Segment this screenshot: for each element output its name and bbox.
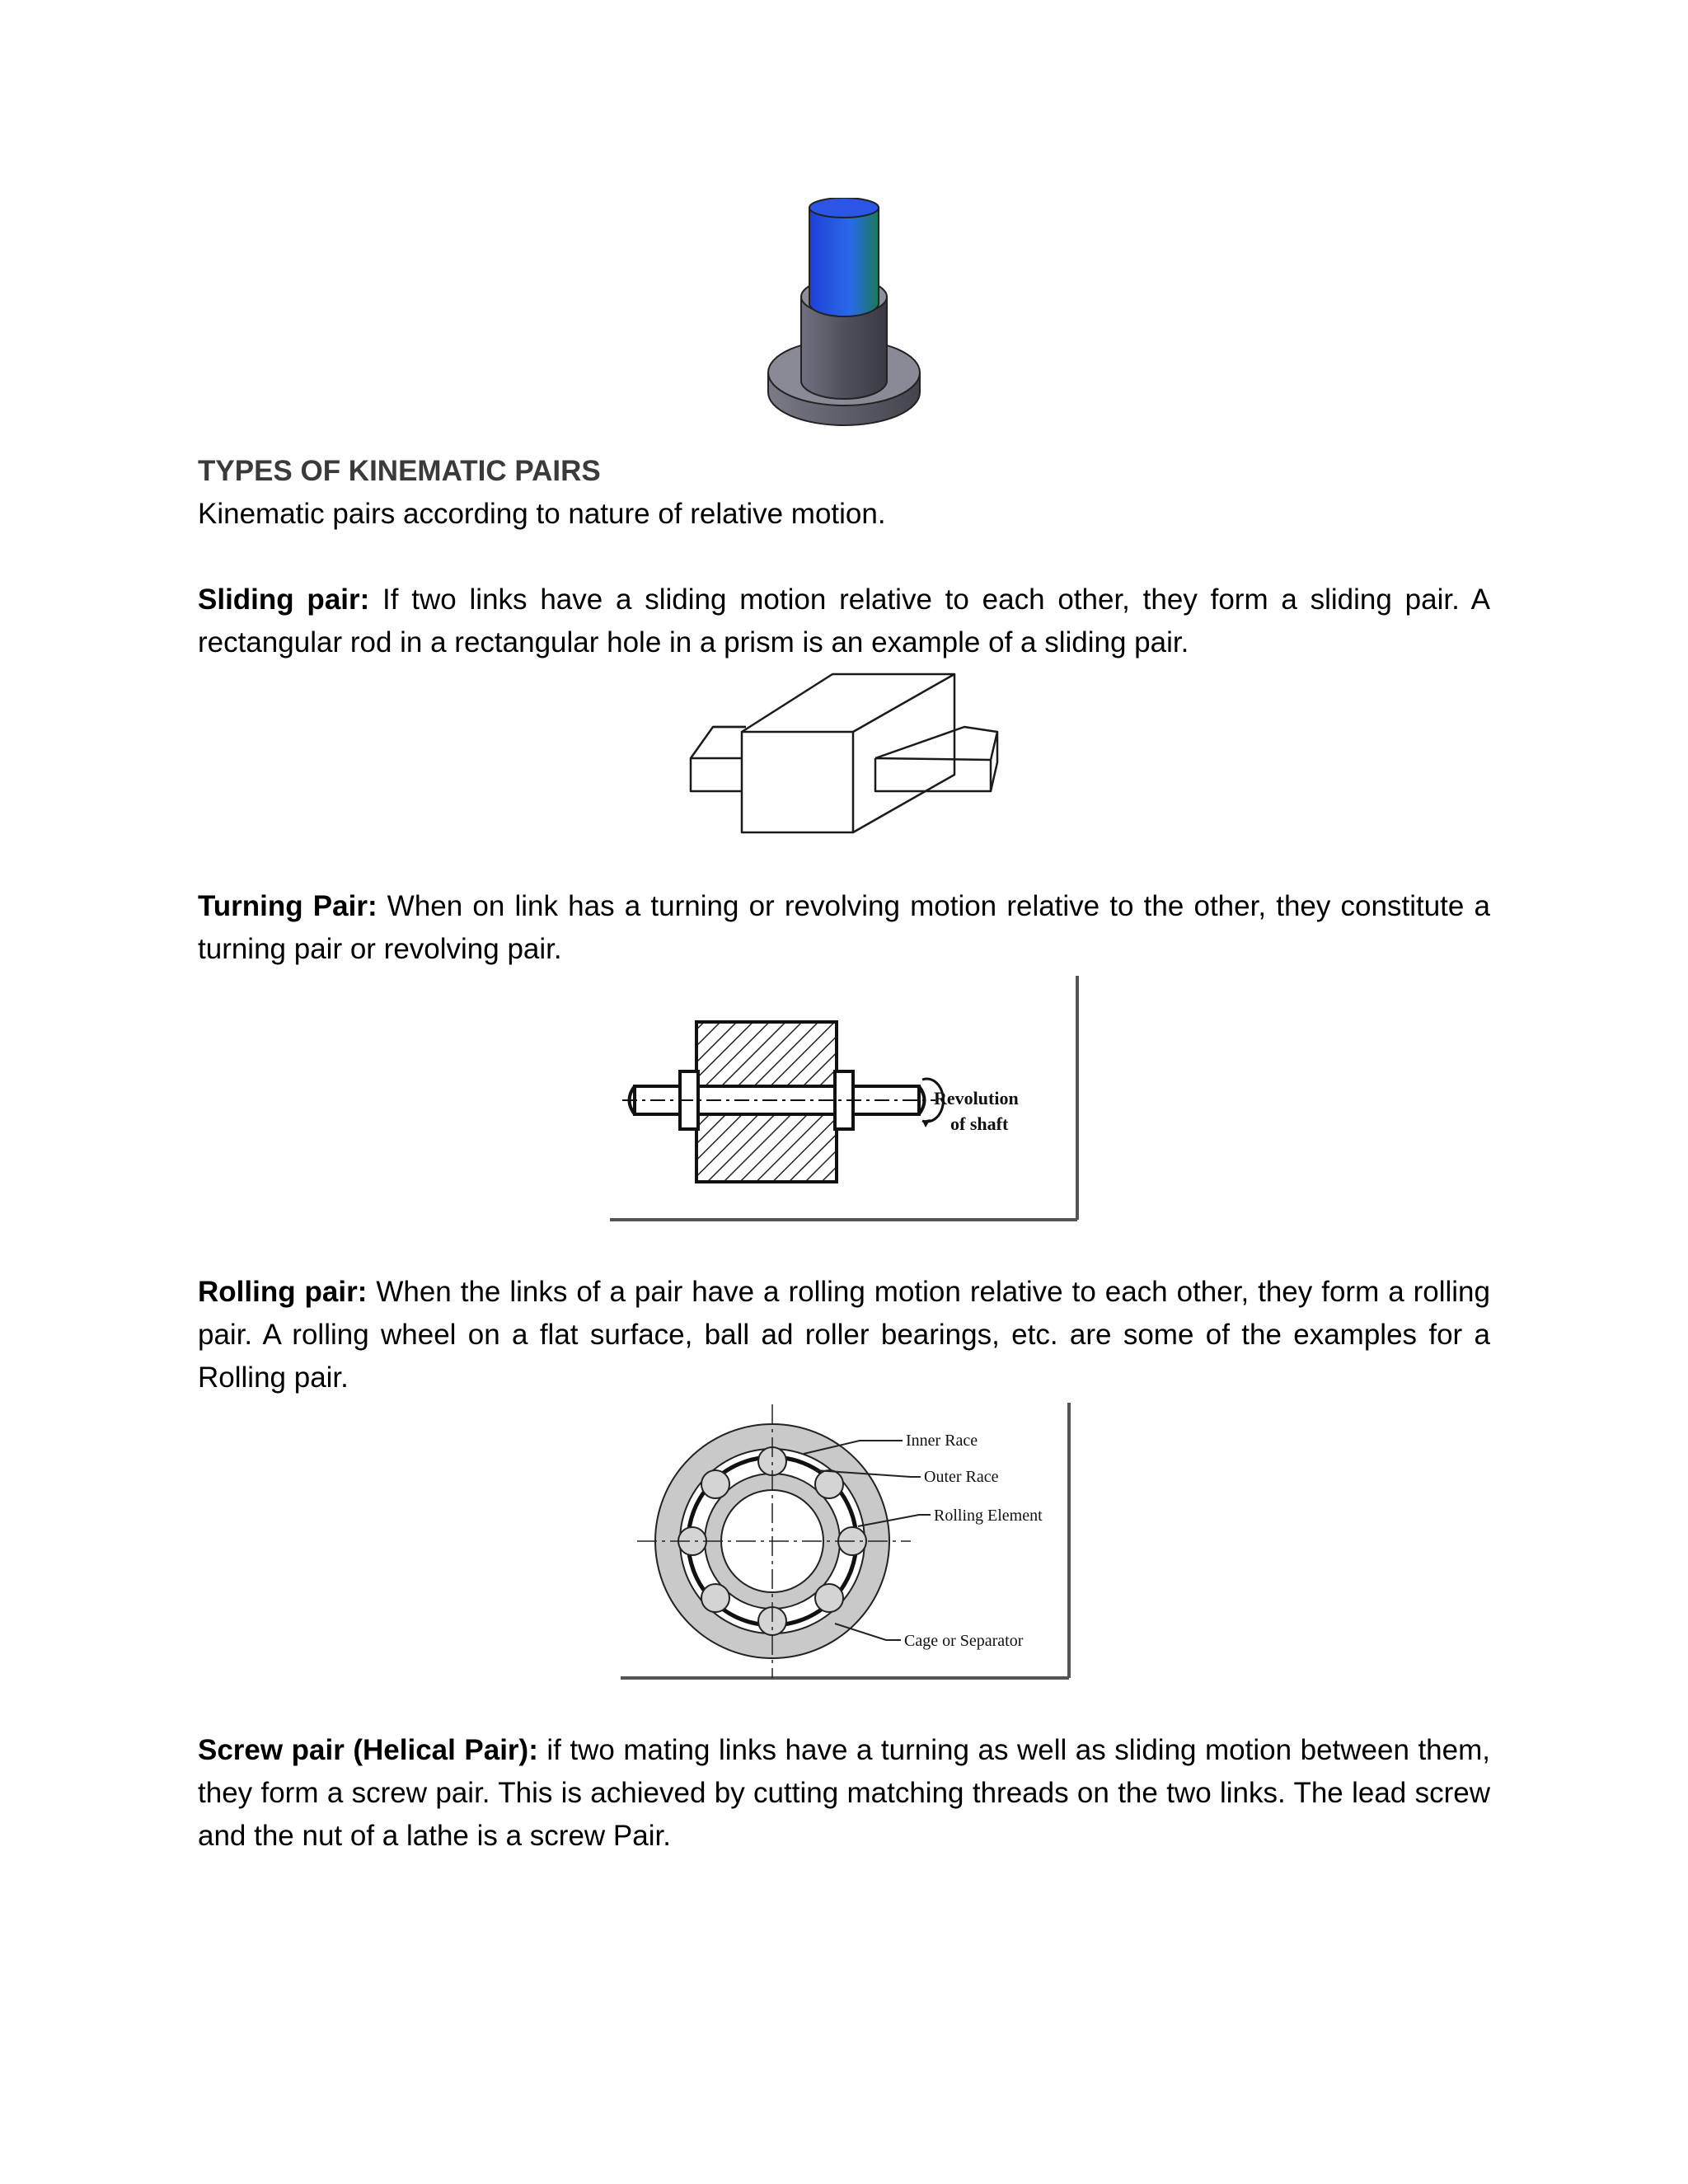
sliding-pair-body: If two links have a sliding motion relative to each other, they form a sliding pair. A rectangular rod in a rectangular hole in a prism is an example of a sliding pair. <box>198 583 1490 658</box>
revolution-label-line2: of shaft <box>950 1113 1009 1134</box>
screw-pair-paragraph <box>198 1729 1490 1858</box>
rolling-pair-term: Rolling pair: <box>198 1276 368 1308</box>
rolling-pair-body: When the links of a pair have a rolling motion relative to each other, they form a rolling pair. A rolling wheel on a flat surface, ball ad roller bearings, etc. are some of the examples for a Rolling pair. <box>198 1276 1490 1394</box>
screw-pair-body: if two mating links have a turning as well as sliding motion between them, they form a screw pair. This is achieved by cutting matching threads on the two links. The lead screw and the nut of a lathe is a screw Pair. <box>198 1734 1490 1852</box>
roller-bearing-figure <box>614 1401 1076 1681</box>
turning-pair-paragraph <box>198 885 1490 971</box>
turning-pair-term: Turning Pair: <box>198 890 377 922</box>
page-heading: TYPES OF KINEMATIC PAIRS <box>198 455 601 487</box>
screw-pair-term: Screw pair (Helical Pair): <box>198 1734 538 1766</box>
turning-pair-figure <box>606 972 1084 1228</box>
inner-race-label: Inner Race <box>906 1432 978 1450</box>
sliding-pair-term: Sliding pair: <box>198 583 370 616</box>
sliding-pair-figure <box>684 668 1006 841</box>
turning-pair-body: When on link has a turning or revolving motion relative to the other, they constitute a turning pair or revolving pair. <box>198 890 1490 965</box>
outer-race-label: Outer Race <box>924 1468 999 1486</box>
rolling-pair-paragraph <box>198 1271 1490 1399</box>
sliding-pair-paragraph <box>198 579 1490 664</box>
revolution-label-line1: Revolution <box>934 1088 1019 1108</box>
rolling-element-label: Rolling Element <box>934 1507 1043 1525</box>
page-subheading: Kinematic pairs according to nature of relative motion. <box>198 498 886 530</box>
cylinder-pair-figure <box>758 198 931 445</box>
cage-label: Cage or Separator <box>904 1632 1024 1650</box>
